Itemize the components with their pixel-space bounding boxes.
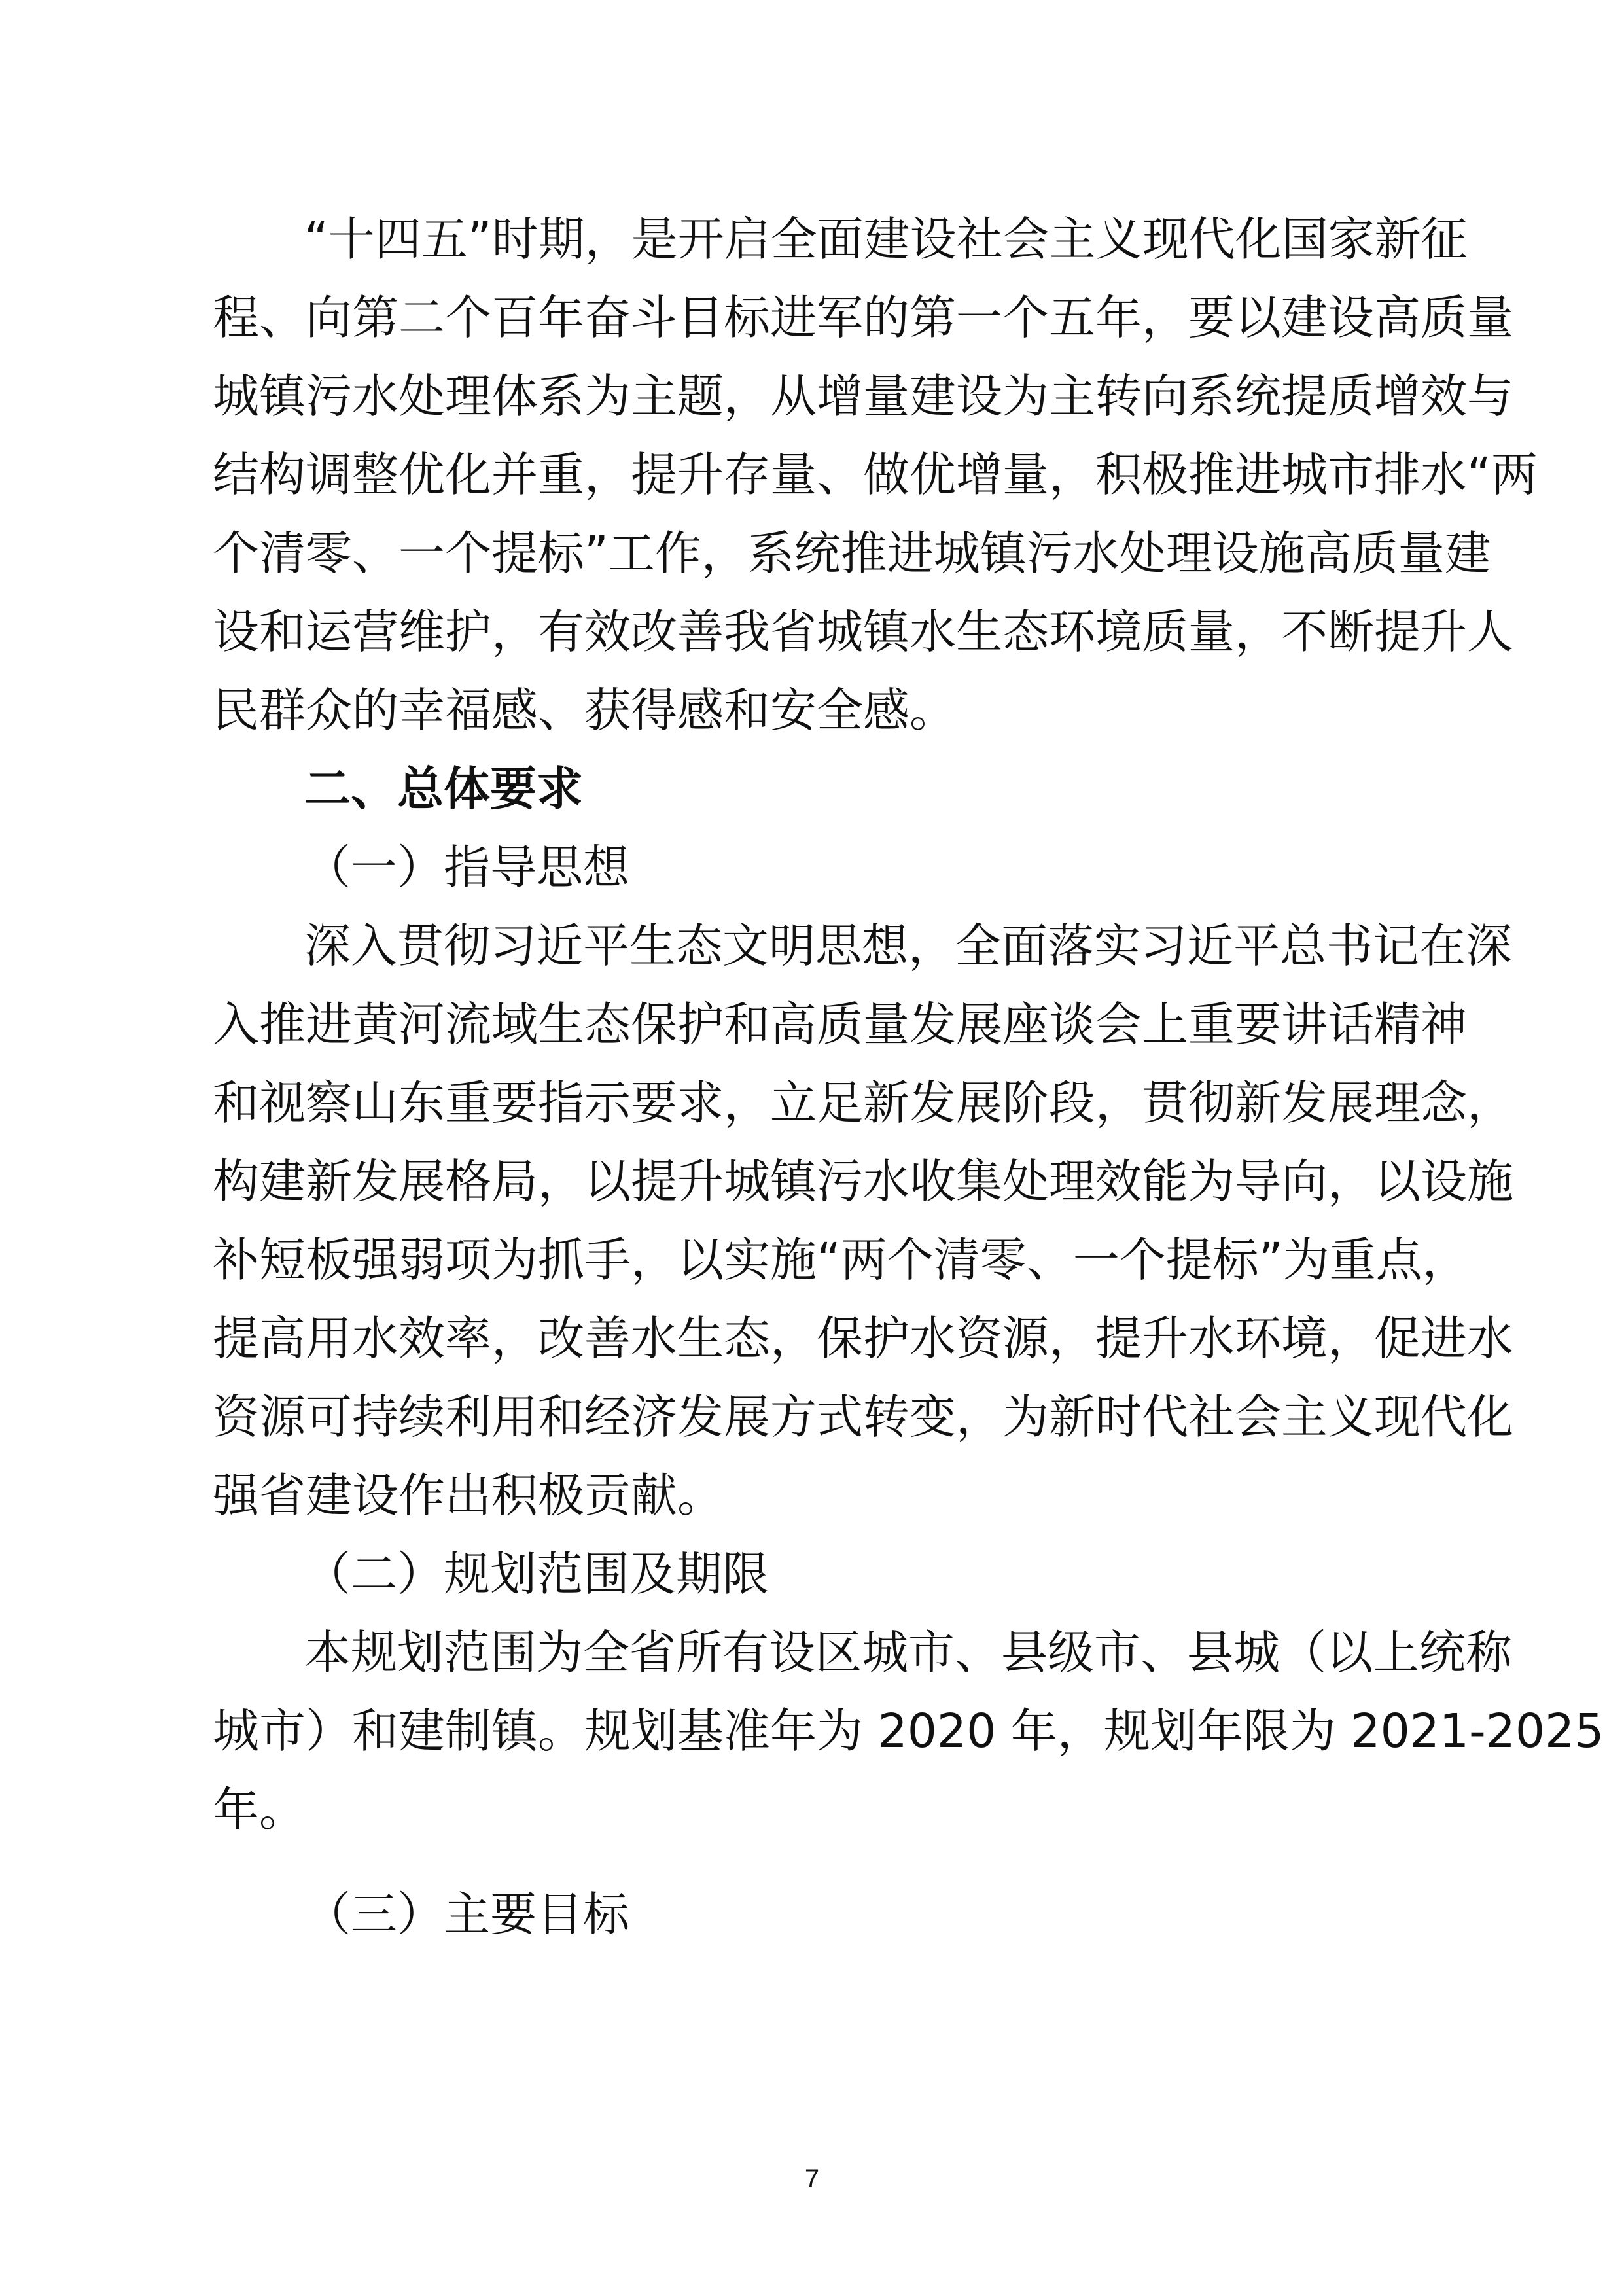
paragraph-line: 设和运营维护，有效改善我省城镇水生态环境质量，不断提升人 [213, 605, 1514, 659]
paragraph-line: 补短板强弱项为抓手，以实施“两个清零、一个提标”为重点， [213, 1233, 1469, 1287]
paragraph-line: 个清零、一个提标”工作，系统推进城镇污水处理设施高质量建 [213, 526, 1491, 580]
paragraph-line: 结构调整优化并重，提升存量、做优增量，积极推进城市排水“两 [213, 448, 1538, 502]
paragraph-line: 年。 [213, 1782, 306, 1837]
subsection-heading: （一）指导思想 [304, 840, 630, 894]
paragraph-line: 深入贯彻习近平生态文明思想，全面落实习近平总书记在深 [304, 919, 1513, 973]
paragraph-line: “十四五”时期，是开启全面建设社会主义现代化国家新征 [304, 212, 1468, 266]
paragraph-line: 构建新发展格局，以提升城镇污水收集处理效能为导向，以设施 [213, 1154, 1514, 1209]
section-heading: 二、总体要求 [304, 762, 584, 816]
paragraph-line: 强省建设作出积极贡献。 [213, 1468, 724, 1523]
paragraph-line: 城市）和建制镇。规划基准年为 2020 年，规划年限为 2021-2025 [213, 1704, 1604, 1758]
paragraph-line: 和视察山东重要指示要求，立足新发展阶段，贯彻新发展理念， [213, 1076, 1514, 1130]
paragraph-line: 本规划范围为全省所有设区城市、县级市、县城（以上统称 [304, 1625, 1513, 1680]
paragraph-line: 提高用水效率，改善水生态，保护水资源，提升水环境，促进水 [213, 1311, 1514, 1366]
subsection-heading: （二）规划范围及期限 [304, 1547, 769, 1601]
paragraph-line: 入推进黄河流域生态保护和高质量发展座谈会上重要讲话精神 [213, 997, 1468, 1051]
subsection-heading: （三）主要目标 [304, 1887, 630, 1941]
page-number: 7 [804, 2164, 820, 2193]
paragraph-line: 城镇污水处理体系为主题，从增量建设为主转向系统提质增效与 [213, 369, 1514, 423]
paragraph-line: 民群众的幸福感、获得感和安全感。 [213, 683, 957, 737]
paragraph-line: 资源可持续利用和经济发展方式转变，为新时代社会主义现代化 [213, 1390, 1514, 1444]
paragraph-line: 程、向第二个百年奋斗目标进军的第一个五年，要以建设高质量 [213, 291, 1514, 345]
